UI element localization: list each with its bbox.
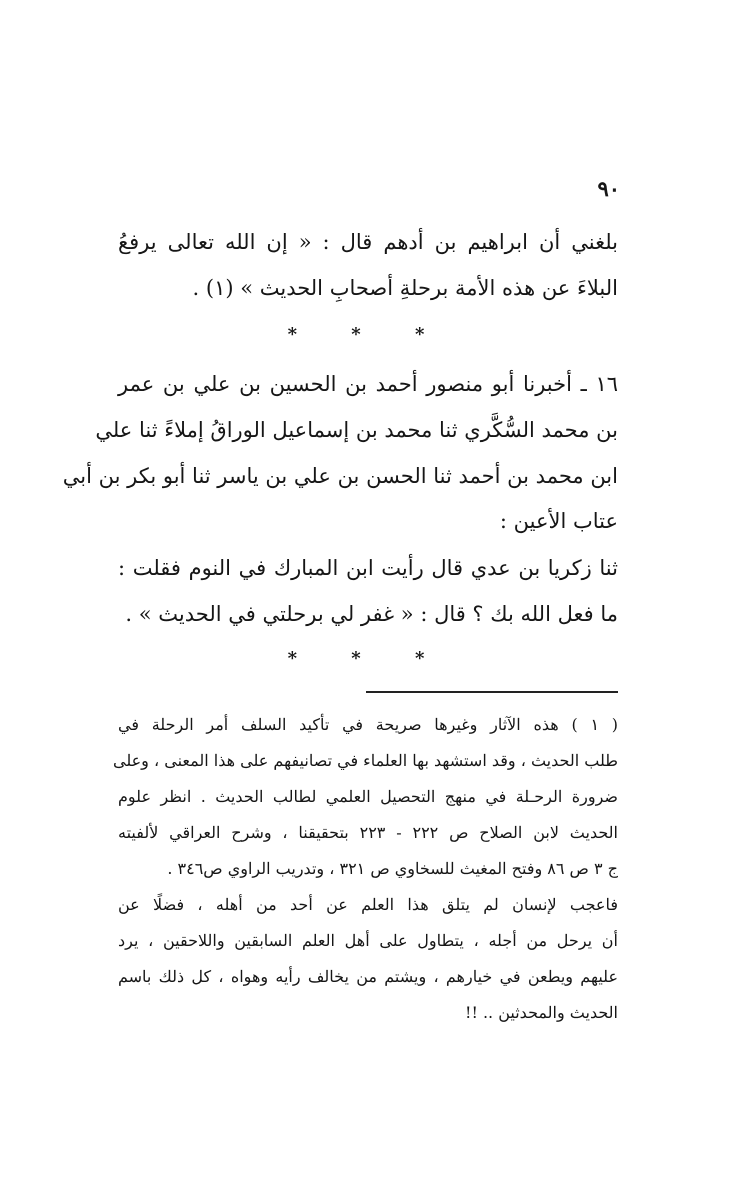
- footnote-line: الحديث والمحدثين .. !!: [465, 1003, 618, 1022]
- footnote-line: عليهم ويطعن في خيارهم ، ويشتم من يخالف رأيه وهواه ، كل ذلك باسم: [118, 967, 618, 986]
- footnote-rule: [366, 691, 618, 693]
- text-line: البلاءَ عن هذه الأمة برحلةِ أصحابِ الحديث » (١) .: [192, 276, 618, 300]
- section-separator: * * *: [287, 648, 449, 669]
- footnote-line: أن يرحل من أجله ، يتطاول على أهل العلم السابقين واللاحقين ، يرد: [118, 931, 618, 950]
- footnote-line: الحديث لابن الصلاح ص ٢٢٢ - ٢٢٣ بتحقيقنا ، وشرح العراقي لألفيته: [118, 823, 619, 842]
- text-line: ابن محمد بن أحمد ثنا الحسن بن علي بن ياسر ثنا أبو بكر بن أبي: [62, 464, 618, 488]
- page-number: ٩٠: [597, 176, 620, 201]
- text-line: ما فعل الله بك ؟ قال : « غفر لي برحلتي في الحديث » .: [125, 602, 618, 626]
- text-line: بن محمد السُّكَّري ثنا محمد بن إسماعيل الوراقُ إملاءً ثنا علي: [95, 418, 618, 442]
- text-line: عتاب الأعين :: [499, 509, 618, 533]
- footnote-line: ج ٣ ص ٨٦ وفتح المغيث للسخاوي ص ٣٢١ ، وتدريب الراوي ص٣٤٦ .: [167, 859, 618, 878]
- text-line: ثنا زكريا بن عدي قال رأيت ابن المبارك في النوم فقلت :: [118, 556, 618, 580]
- footnote-line: طلب الحديث ، وقد استشهد بها العلماء في تصانيفهم على هذا المعنى ، وعلى: [113, 751, 618, 770]
- footnote-line: ( ١ ) هذه الآثار وغيرها صريحة في تأكيد السلف أمر الرحلة في: [118, 715, 619, 734]
- section-separator: * * *: [287, 324, 449, 345]
- text-line: بلغني أن ابراهيم بن أدهم قال : « إن الله تعالى يرفعُ: [118, 230, 618, 254]
- footnote-line: فاعجب لإنسان لم يتلق هذا العلم عن أحد من أهله ، فضلًا عن: [118, 895, 618, 914]
- footnote-line: ضرورة الرحـلة في منهج التحصيل العلمي لطالب الحديث . انظر علوم: [118, 787, 618, 806]
- text-line: ١٦ ـ أخبرنا أبو منصور أحمد بن الحسين بن علي بن عمر: [118, 372, 618, 396]
